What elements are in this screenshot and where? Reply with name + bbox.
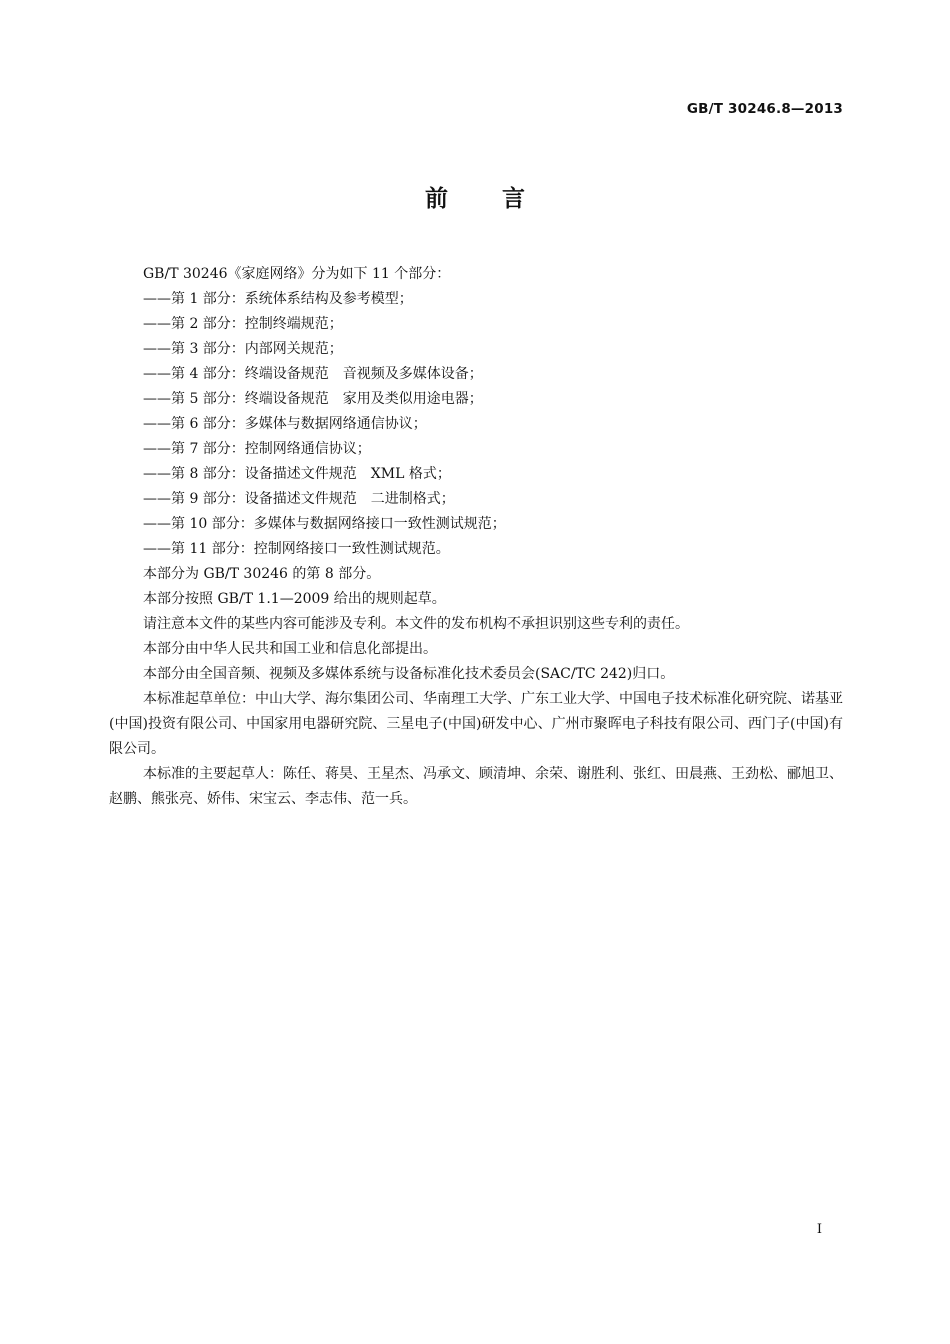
document-body	[109, 262, 843, 812]
statement: 本部分按照 GB/T 1.1—2009 给出的规则起草。	[143, 591, 446, 607]
page-title: 前言	[425, 186, 579, 212]
drafters-paragraph: 本标准的主要起草人：陈任、蒋昊、王星杰、冯承文、顾清坤、余荣、谢胜利、张红、田晨燕、王劲松、郦旭卫、赵鹏、熊张亮、娇伟、宋宝云、李志伟、范一兵。	[109, 766, 843, 807]
list-item: ——第 4 部分：终端设备规范 音视频及多媒体设备；	[143, 366, 483, 382]
list-item: ——第 10 部分：多媒体与数据网络接口一致性测试规范；	[143, 516, 506, 532]
list-item: ——第 3 部分：内部网关规范；	[143, 341, 343, 357]
list-item: ——第 11 部分：控制网络接口一致性测试规范。	[143, 541, 450, 557]
list-item: ——第 5 部分：终端设备规范 家用及类似用途电器；	[143, 391, 483, 407]
list-item: ——第 6 部分：多媒体与数据网络通信协议；	[143, 416, 427, 432]
statement: 本部分由全国音频、视频及多媒体系统与设备标准化技术委员会(SAC/TC 242)归口。	[143, 666, 675, 682]
drafting-units-paragraph: 本标准起草单位：中山大学、海尔集团公司、华南理工大学、广东工业大学、中国电子技术标准化研究院、诺基亚(中国)投资有限公司、中国家用电器研究院、三星电子(中国)研发中心、广州市聚晖电子科技有限公司、西门子(中国)有限公司。	[109, 691, 843, 757]
statement: 本部分为 GB/T 30246 的第 8 部分。	[143, 566, 381, 582]
intro-line: GB/T 30246《家庭网络》分为如下 11 个部分：	[143, 266, 451, 282]
list-item: ——第 8 部分：设备描述文件规范 XML 格式；	[143, 466, 451, 482]
statement: 本部分由中华人民共和国工业和信息化部提出。	[143, 641, 437, 657]
list-item: ——第 7 部分：控制网络通信协议；	[143, 441, 371, 457]
list-item: ——第 9 部分：设备描述文件规范 二进制格式；	[143, 491, 455, 507]
statement: 请注意本文件的某些内容可能涉及专利。本文件的发布机构不承担识别这些专利的责任。	[143, 616, 689, 632]
standard-code: GB/T 30246.8—2013	[686, 101, 843, 117]
list-item: ——第 1 部分：系统体系结构及参考模型；	[143, 291, 413, 307]
page-number: I	[816, 1222, 822, 1237]
list-item: ——第 2 部分：控制终端规范；	[143, 316, 343, 332]
